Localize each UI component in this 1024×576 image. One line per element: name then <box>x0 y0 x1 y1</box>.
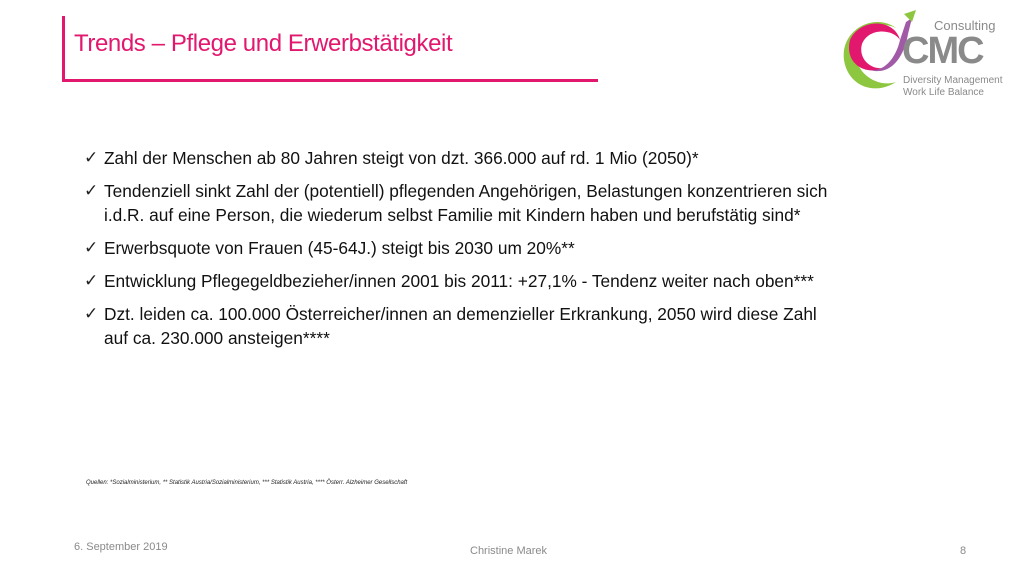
logo-subtitle-line1: Diversity Management <box>903 75 1003 86</box>
bullet-text: Zahl der Menschen ab 80 Jahren steigt von dzt. 366.000 auf rd. 1 Mio (2050)* <box>104 148 699 168</box>
checkmark-icon: ✓ <box>84 148 99 167</box>
slide-title: Trends – Pflege und Erwerbstätigkeit <box>74 30 453 57</box>
logo-subtitle-line2: Work Life Balance <box>903 87 984 98</box>
footer-page-number: 8 <box>960 545 967 557</box>
logo-consulting-text: Consulting <box>934 18 996 33</box>
footer-date: 6. September 2019 <box>74 541 168 553</box>
logo-brand-text: CMC <box>902 30 983 72</box>
bullet-item <box>84 302 844 350</box>
bullet-item <box>84 179 844 227</box>
title-frame-horizontal-line <box>62 79 598 82</box>
checkmark-icon: ✓ <box>84 304 99 323</box>
bullet-item <box>84 146 844 170</box>
bullet-text: Tendenziell sinkt Zahl der (potentiell) pflegenden Angehörigen, Belastungen konzentrieren sich i.d.R. auf eine Person, die wiederum selbst Familie mit Kindern haben und berufstätig sind* <box>104 181 828 225</box>
footer-author: Christine Marek <box>470 545 548 557</box>
sources-note: Quellen: *Sozialministerium, ** Statistik Austria/Sozialministerium, *** Statistik Austria, **** Österr. Alzheimer Gesellschaft <box>86 480 408 486</box>
bullet-text: Entwicklung Pflegegeldbezieher/innen 2001 bis 2011: +27,1% - Tendenz weiter nach oben*** <box>104 271 814 291</box>
logo-subtitle <box>903 75 1002 99</box>
title-frame-vertical-line <box>62 16 65 82</box>
bullet-text: Erwerbsquote von Frauen (45-64J.) steigt bis 2030 um 20%** <box>104 238 575 258</box>
bullet-list <box>84 146 844 359</box>
checkmark-icon: ✓ <box>84 271 99 290</box>
bullet-text: Dzt. leiden ca. 100.000 Österreicher/innen an demenzieller Erkrankung, 2050 wird diese Zahl auf ca. 230.000 ansteigen**** <box>104 304 817 348</box>
checkmark-icon: ✓ <box>84 238 99 257</box>
checkmark-icon: ✓ <box>84 181 99 200</box>
bullet-item <box>84 236 844 260</box>
bullet-item <box>84 269 844 293</box>
